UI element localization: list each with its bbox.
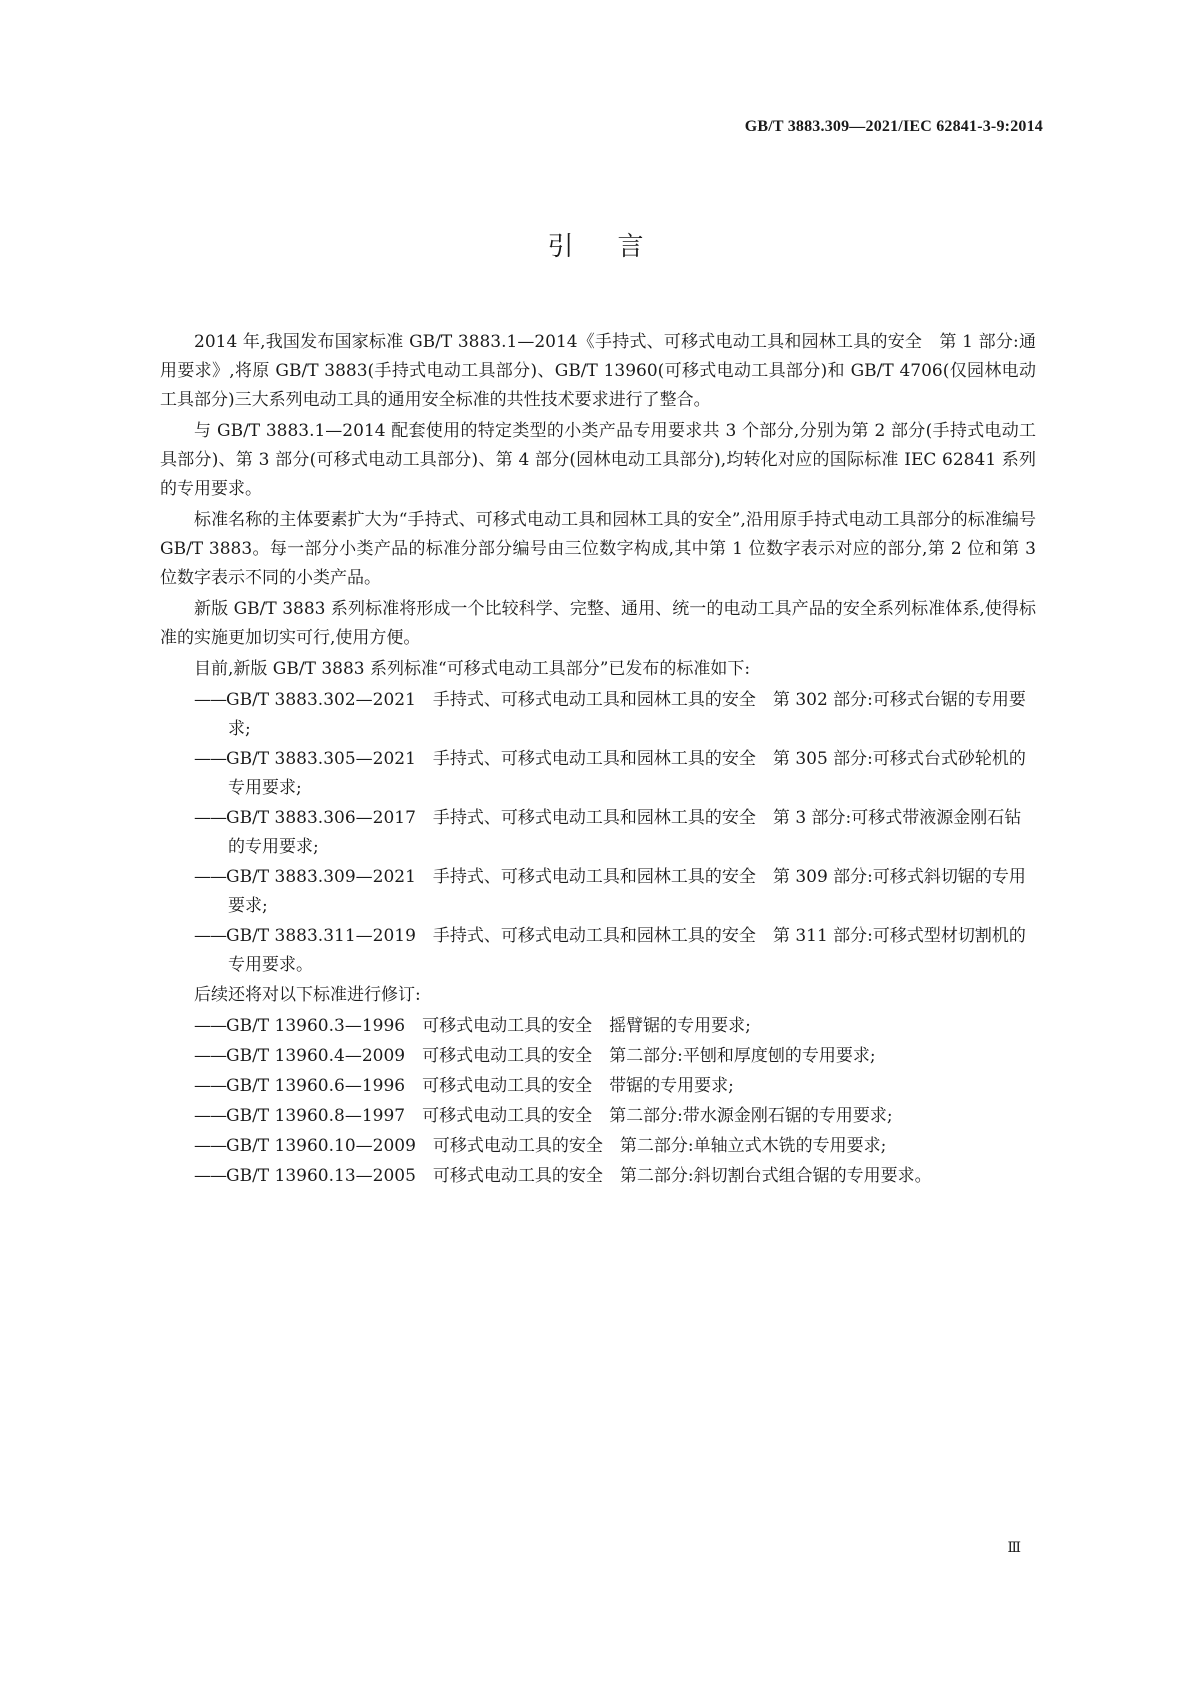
list-item-text: GB/T 13960.13—2005 可移式电动工具的安全 第二部分:斜切割台式组合锯的专用要求。 (226, 1166, 932, 1186)
dash-marker: —— (194, 1106, 226, 1126)
list-item-text: GB/T 13960.6—1996 可移式电动工具的安全 带锯的专用要求; (226, 1076, 734, 1096)
paragraph: 与 GB/T 3883.1—2014 配套使用的特定类型的小类产品专用要求共 3 个部分,分别为第 2 部分(手持式电动工具部分)、第 3 部分(可移式电动工具部分)、第 4 部分(园林电动工具部分),均转化对应的国际标准 IEC 62841 系列的专用要求。 (160, 421, 1036, 499)
dash-marker: —— (194, 1016, 226, 1036)
list-item (160, 863, 1036, 921)
list-item-text: GB/T 3883.305—2021 手持式、可移式电动工具和园林工具的安全 第 305 部分:可移式台式砂轮机的专用要求; (226, 749, 1026, 798)
page-title: 引言 (547, 232, 688, 262)
list-item-text: GB/T 13960.8—1997 可移式电动工具的安全 第二部分:带水源金刚石锯的专用要求; (226, 1106, 893, 1126)
list-item-text: GB/T 3883.309—2021 手持式、可移式电动工具和园林工具的安全 第 309 部分:可移式斜切锯的专用要求; (226, 867, 1026, 916)
standard-number-header: GB/T 3883.309—2021/IEC 62841-3-9:2014 (744, 118, 1043, 135)
list-item (160, 1102, 1036, 1131)
list-item (160, 686, 1036, 744)
list-item (160, 1012, 1036, 1041)
dash-marker: —— (194, 926, 226, 946)
dash-marker: —— (194, 867, 226, 887)
list-item (160, 1072, 1036, 1101)
page-number: Ⅲ (1007, 1541, 1021, 1556)
list-item (160, 922, 1036, 980)
list-item-text: GB/T 3883.306—2017 手持式、可移式电动工具和园林工具的安全 第 3 部分:可移式带液源金刚石钻的专用要求; (226, 808, 1022, 857)
revision-intro: 后续还将对以下标准进行修订: (194, 985, 421, 1005)
paragraph: 目前,新版 GB/T 3883 系列标准“可移式电动工具部分”已发布的标准如下: (194, 659, 751, 679)
list-item-text: GB/T 3883.311—2019 手持式、可移式电动工具和园林工具的安全 第 311 部分:可移式型材切割机的专用要求。 (226, 926, 1026, 975)
list-item-text: GB/T 3883.302—2021 手持式、可移式电动工具和园林工具的安全 第 302 部分:可移式台锯的专用要求; (226, 690, 1026, 739)
published-standards-list (160, 686, 1036, 980)
list-item-text: GB/T 13960.3—1996 可移式电动工具的安全 摇臂锯的专用要求; (226, 1016, 751, 1036)
dash-marker: —— (194, 690, 226, 710)
paragraph: 2014 年,我国发布国家标准 GB/T 3883.1—2014《手持式、可移式电动工具和园林工具的安全 第 1 部分:通用要求》,将原 GB/T 3883(手持式电动工具部分)、GB/T 13960(可移式电动工具部分)和 GB/T 4706(仅园林电动工具部分)三大系列电动工具的通用安全标准的共性技术要求进行了整合。 (160, 332, 1036, 410)
dash-marker: —— (194, 1136, 226, 1156)
dash-marker: —— (194, 808, 226, 828)
list-item-text: GB/T 13960.10—2009 可移式电动工具的安全 第二部分:单轴立式木铣的专用要求; (226, 1136, 887, 1156)
body-content (160, 328, 1036, 1192)
paragraph: 标准名称的主体要素扩大为“手持式、可移式电动工具和园林工具的安全”,沿用原手持式电动工具部分的标准编号 GB/T 3883。每一部分小类产品的标准分部分编号由三位数字构成,其中第 1 位数字表示对应的部分,第 2 位和第 3 位数字表示不同的小类产品。 (160, 510, 1036, 588)
list-item-text: GB/T 13960.4—2009 可移式电动工具的安全 第二部分:平刨和厚度刨的专用要求; (226, 1046, 876, 1066)
list-item (160, 804, 1036, 862)
dash-marker: —— (194, 1166, 226, 1186)
dash-marker: —— (194, 1076, 226, 1096)
dash-marker: —— (194, 1046, 226, 1066)
list-item (160, 1042, 1036, 1071)
list-item (160, 1132, 1036, 1161)
revision-standards-list (160, 1012, 1036, 1191)
list-item (160, 745, 1036, 803)
dash-marker: —— (194, 749, 226, 769)
list-item (160, 1162, 1036, 1191)
paragraph: 新版 GB/T 3883 系列标准将形成一个比较科学、完整、通用、统一的电动工具产品的安全系列标准体系,使得标准的实施更加切实可行,使用方便。 (160, 599, 1036, 648)
